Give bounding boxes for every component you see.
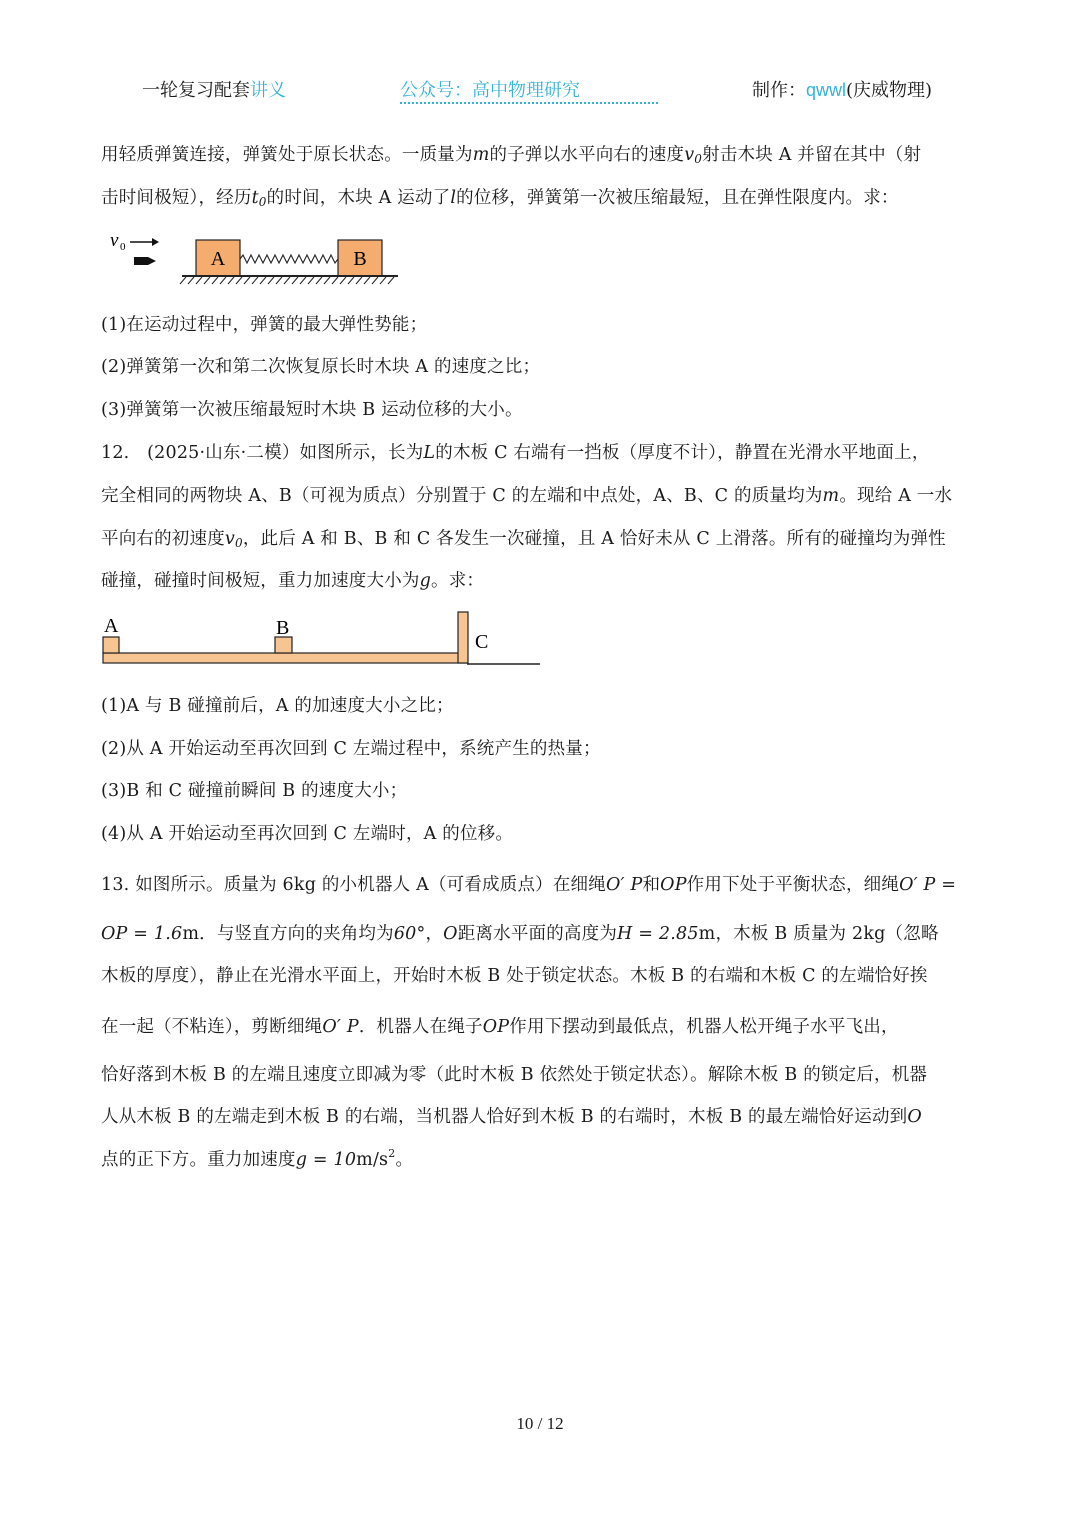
p13-line4-c: 作用下摆动到最低点，机器人松开绳子水平飞出， (509, 1017, 899, 1037)
p12-q1: (1)A 与 B 碰撞前后，A 的加速度大小之比； (101, 696, 454, 716)
p11-v0-sub: 0 (694, 152, 703, 166)
page-number: 10 / 12 (516, 1414, 564, 1433)
p13-op-length: OP = 1.6 (101, 924, 183, 944)
p12-baffle (458, 612, 468, 663)
p13-rope-o1p: O′ P (605, 875, 643, 895)
p11-q3: (3)弹簧第一次被压缩最短时木块 B 运动位移的大小。 (101, 400, 523, 420)
p11-line1-a: 用轻质弹簧连接，弹簧处于原长状态。一质量为 (101, 145, 473, 165)
p13-point-o-2: O (907, 1107, 922, 1127)
header-left-colored: 讲义 (250, 80, 286, 101)
p13-gravity-unit: m/s (356, 1150, 389, 1170)
header-center-underline (400, 102, 658, 104)
p12-v0-sub: 0 (235, 536, 243, 550)
p11-q1: (1)在运动过程中，弹簧的最大弹性势能； (101, 315, 428, 335)
p11-line1-c: 射击木块 A 并留在其中（射 (702, 145, 922, 165)
p12-line4-a: 碰撞，碰撞时间极短，重力加速度大小为 (101, 571, 420, 591)
p11-q2: (2)弹簧第一次和第二次恢复原长时木块 A 的速度之比； (101, 357, 541, 377)
p13-line2-e: m，木板 B 质量为 2kg（忽略 (698, 924, 939, 944)
p13-point-o: O (443, 924, 458, 944)
header-center (400, 76, 658, 102)
p11-line1-b: 的子弹以水平向右的速度 (489, 145, 685, 165)
p11-t0-sub: 0 (258, 195, 267, 209)
p11-fig-v-label: v (110, 230, 119, 251)
p12-line1-a: 12. (2025·山东·二模）如图所示，长为 (101, 443, 424, 463)
p11-line2-b: 的时间，木块 A 运动了 (266, 188, 451, 208)
p11-block-a-label: A (210, 248, 226, 270)
p11-block-b-label: B (353, 248, 367, 270)
p11-line2-a: 击时间极短），经历 (101, 188, 252, 208)
p12-line1-b: 的木板 C 右端有一挡板（厚度不计），静置在光滑水平地面上， (435, 443, 930, 463)
header-center-text: 公众号：高中物理研究 (400, 80, 580, 101)
p13-line6-a: 人从木板 B 的左端走到木板 B 的右端，当机器人恰好到木板 B 的右端时，木板 B 的最左端恰好运动到 (101, 1107, 908, 1127)
p11-t0: t (251, 188, 259, 208)
p13-line4 (101, 1013, 899, 1038)
p12-line1 (101, 439, 930, 464)
p13-line2-b: m．与竖直方向的夹角均为 (182, 924, 394, 944)
p13-height-h: H = 2.85 (617, 924, 699, 944)
p11-figure (100, 228, 410, 290)
p12-line3-a: 平向右的初速度 (101, 529, 225, 549)
p11-line2-c: 的位移，弹簧第一次被压缩最短，且在弹性限度内。求： (456, 188, 899, 208)
p13-line1 (101, 871, 956, 896)
p12-q3: (3)B 和 C 碰撞前瞬间 B 的速度大小； (101, 781, 408, 801)
p12-line2-a: 完全相同的两物块 A、B（可视为质点）分别置于 C 的左端和中点处，A、B、C 的质量均为 (101, 486, 823, 506)
p13-line2 (101, 920, 939, 945)
p12-q4: (4)从 A 开始运动至再次回到 C 左端时，A 的位移。 (101, 824, 514, 844)
p12-label-c: C (475, 631, 489, 653)
p12-L: L (423, 443, 436, 463)
p12-figure (98, 608, 546, 670)
p12-line2 (101, 482, 952, 507)
p12-line3 (101, 525, 946, 550)
header-right-colored: qwwl (806, 80, 847, 100)
p13-line7-a: 点的正下方。重力加速度 (101, 1150, 296, 1170)
header-right-suffix: (庆威物理) (846, 80, 933, 101)
header-left-plain: 一轮复习配套 (142, 80, 250, 101)
p13-line5: 恰好落到木板 B 的左端且速度立即减为零（此时木板 B 依然处于锁定状态）。解除木板 B 的锁定后，机器 (101, 1065, 928, 1085)
ground-hatch (180, 277, 394, 284)
p12-block-b (275, 637, 292, 653)
velocity-arrow-icon (130, 238, 159, 246)
p12-label-b: B (276, 617, 290, 639)
p13-angle: 60° (393, 924, 426, 944)
p13-rope-o1p-eq: O′ P = (899, 875, 957, 895)
p13-line7 (101, 1146, 413, 1171)
p13-line2-c: ， (425, 924, 444, 944)
p13-line2-d: 距离水平面的高度为 (457, 924, 618, 944)
p12-g: g (419, 571, 432, 591)
p12-q2: (2)从 A 开始运动至再次回到 C 左端过程中，系统产生的热量； (101, 739, 601, 759)
p12-line4 (101, 567, 484, 592)
p13-gravity-sup: 2 (388, 1147, 396, 1160)
p12-block-a (103, 637, 119, 653)
p13-line1-b: 和 (642, 875, 661, 895)
p12-label-a: A (104, 615, 119, 637)
p11-line1 (101, 141, 921, 166)
p13-line3: 木板的厚度），静止在光滑水平面上，开始时木板 B 处于锁定状态。木板 B 的右端和木板 C 的左端恰好挨 (101, 966, 928, 986)
p12-board-c (103, 653, 467, 663)
p12-line4-b: 。求： (431, 571, 485, 591)
header-right (752, 76, 932, 102)
spring-icon (240, 255, 338, 263)
p11-mass-m: m (472, 145, 490, 165)
p12-v0: v (224, 529, 235, 549)
p13-line1-a: 13. 如图所示。质量为 6kg 的小机器人 A（可看成质点）在细绳 (101, 875, 606, 895)
p13-line4-b: ．机器人在绳子 (358, 1017, 483, 1037)
p12-line3-b: ，此后 A 和 B、B 和 C 各发生一次碰撞，且 A 恰好未从 C 上滑落。所有的碰撞均为弹性 (242, 529, 946, 549)
bullet-icon (134, 257, 156, 265)
p13-rope-op: OP (660, 875, 687, 895)
p13-rope-cut: O′ P (322, 1017, 359, 1037)
p11-fig-v-sub: 0 (120, 241, 126, 253)
p13-line4-a: 在一起（不粘连），剪断细绳 (101, 1017, 323, 1037)
p13-rope-op-2: OP (482, 1017, 510, 1037)
header-right-plain: 制作： (752, 80, 806, 101)
p12-m: m (822, 486, 840, 506)
p11-l: l (450, 188, 457, 208)
p13-line1-c: 作用下处于平衡状态，细绳 (686, 875, 900, 895)
p13-line6 (101, 1103, 922, 1128)
p13-gravity: g = 10 (295, 1150, 357, 1170)
p13-line7-c: 。 (395, 1150, 414, 1170)
p11-line2 (101, 184, 899, 209)
p11-v0: v (684, 145, 695, 165)
header-left (142, 76, 286, 102)
p12-line2-b: 。现给 A 一水 (839, 486, 953, 506)
